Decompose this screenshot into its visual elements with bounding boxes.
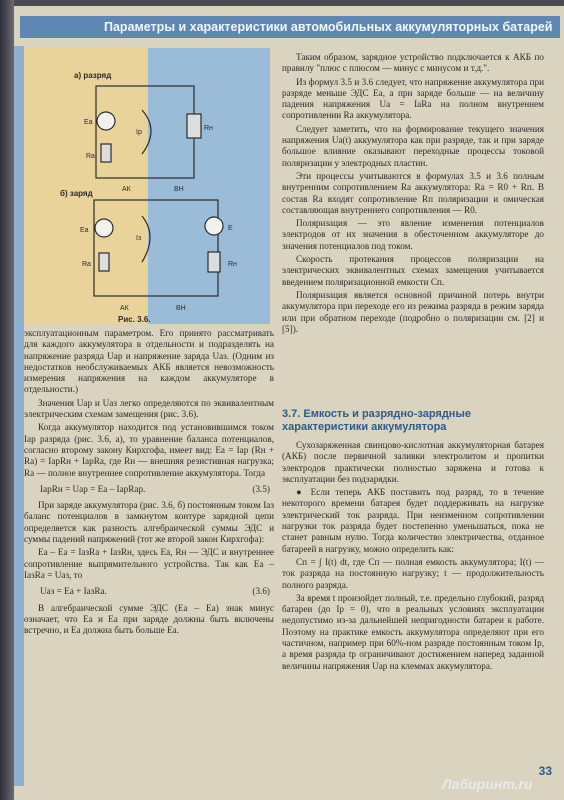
right-column-continued (282, 440, 544, 674)
label-b-e: Е (228, 225, 233, 232)
formula-3-5-number: (3.5) (252, 483, 270, 494)
book-page (14, 6, 564, 800)
figure-label-b: б) заряд (60, 189, 93, 198)
label-b-vn: ВН (176, 305, 186, 312)
label-a-vn: ВН (174, 186, 184, 193)
left-paragraph: При заряде аккумулятора (рис. 3.6, б) постоянным током Iаз баланс потенциалов в замкнутом контуре зарядной цепи определяется как разность алгебраической суммы ЭДС и суммы падений напряжений (тот же второй закон Кирхгофа): (24, 500, 274, 545)
right-paragraph: Поляризация является основной причиной потерь внутри аккумулятора при переходе его из режима разряда в режим заряда или при обратном переходе (подробно о поляризации см. [2] и [5]). (282, 289, 544, 334)
label-b-ra: Rа (82, 261, 91, 268)
book-spine-shadow (0, 0, 14, 800)
formula-3-5 (24, 481, 274, 498)
right-paragraph: Эти процессы учитываются в формулах 3.5 и 3.6 полным внутренним сопротивлением Rа аккумулятора: Rа = R0 + Rп. В состав Rа входят сопротивление Rп поляризации и омическая составляющая внутреннего сопротивления — R0. (282, 170, 544, 215)
right-paragraph: Таким образом, зарядное устройство подключается к АКБ по правилу "плюс с плюсом — минус с минусом и т.д.". (282, 52, 544, 74)
right-column (282, 52, 544, 337)
label-a-rn: Rн (204, 125, 213, 132)
right-paragraph: Сп = ∫ I(t) dt, где Сп — полная емкость аккумулятора; I(t) — ток разряда на постоянную нагрузку; t — продолжительность полного разряда. (282, 556, 544, 590)
left-paragraph: Когда аккумулятор находится под установившимся током Iар разряда (рис. 3.6, а), то уравнение баланса потенциалов, согласно второму закону Кирхгофа, имеет вид: Еа = Iар (Rн + Rа) = IарRн + IарRа, где Rн — внешняя резистивная нагрузка; Rа — полное внутреннее сопротивление аккумулятора. Тогда (24, 422, 274, 478)
left-paragraph: эксплуатационным параметром. Его принято рассматривать для каждого аккумулятора в отдельности и подразделять на напряжение разряда Uар и напряжение заряда Uаз. (Одним из недостатков необслуживаемых АКБ является невозможность измерения напряжения на каждом аккумуляторе в отдельности.) (24, 328, 274, 395)
formula-3-6-text: Uаз = Еа + IазRа. (40, 586, 107, 597)
right-paragraph: Поляризация — это явление изменения потенциалов электродов от их значения в обесточенном аккумуляторе до значения потенциалов под током. (282, 218, 544, 251)
formula-3-6-number: (3.6) (252, 586, 270, 597)
circuit-figure (24, 48, 270, 324)
label-b-iz: Iз (136, 235, 142, 242)
circuit-diagram (24, 48, 270, 324)
watermark: Лабиринт.ru (442, 776, 533, 792)
right-paragraph: Из формул 3.5 и 3.6 следует, что напряжение аккумулятора при разряде меньше ЭДС Еа, а при заряде больше — на величину падения напряжения Uа = IаRа на полном внутреннем сопротивлении Rа аккумулятора. (282, 76, 544, 121)
label-a-ra: Rа (86, 153, 95, 160)
right-paragraph: ● Если теперь АКБ поставить под разряд, то в течение некоторого времени батарея будет поддерживать на нагрузке электрический ток разряда. При неизменном сопротивлении нагрузки ток разряда будет постепенно уменьшаться, пока не станет равным нулю. Тогда количество электричества, отданное батареей в нагрузку, можно определить как: (282, 487, 544, 554)
figure-caption: Рис. 3.6. (118, 315, 151, 324)
formula-3-6 (24, 583, 274, 600)
left-column (24, 328, 274, 638)
formula-3-5-text: IарRн = Uар = Еа – IарRар. (40, 483, 146, 494)
right-paragraph: Следует заметить, что на формирование текущего значения напряжения Uа(t) аккумулятора как при разряде, так и при заряде большое влияние оказывают переходные процессы токовой поляризации у электродных пластин. (282, 123, 544, 168)
section-heading: 3.7. Емкость и разрядно-зарядные характеристики аккумулятора (282, 408, 471, 433)
label-b-rn: Rн (228, 261, 237, 268)
page-sidebar-strip (14, 46, 24, 786)
left-paragraph: Значения Uар и Uаз легко определяются по эквивалентным электрическим схемам замещения (рис. 3.6). (24, 397, 274, 420)
label-b-ea: Еа (80, 227, 89, 234)
right-paragraph: Скорость протекания процессов поляризации на электрических эквивалентных схемах замещения учитывается введением поляризационной емкости Сп. (282, 254, 544, 287)
label-a-ip: Iр (136, 129, 142, 136)
right-paragraph: За время t произойдет полный, т.е. предельно глубокий, разряд батареи (до Iр = 0), что в реальных условиях эксплуатации недопустимо из-за дальнейшей непригодности батареи к работе. Поэтому на практике емкость аккумулятора определяют при его частичном, например при 60%-ном разряде постоянным током Iр, а время разряда tр ограничивают достижением наперед заданной величины напряжения Uар на клеммах аккумулятора. (282, 592, 544, 671)
left-paragraph: В алгебраической сумме ЭДС (Еа – Еа) знак минус означает, что Еа и Еа при заряде должны быть включены встречно, и Еа должна быть больше Еа. (24, 602, 274, 636)
label-a-ea: Еа (84, 119, 93, 126)
label-b-ak: АК (120, 305, 129, 312)
page-number: 33 (538, 764, 552, 778)
page-header: Параметры и характеристики автомобильных аккумуляторных батарей (20, 16, 560, 38)
left-paragraph: Еа – Еа = IазRа + IазRн, здесь Еа, Rн — ЭДС и внутреннее сопротивление выпрямительного устройства. Так как Еа – IазRа = Uаз, то (24, 547, 274, 580)
label-a-ak: АК (122, 186, 131, 193)
figure-label-a: а) разряд (74, 71, 112, 80)
right-paragraph: Сухозаряженная свинцово-кислотная аккумуляторная батарея (АКБ) после первичной заливки электролитом и пропитки электродов практически полностью заряжена и готова к эксплуатации без подзарядки. (282, 440, 544, 484)
